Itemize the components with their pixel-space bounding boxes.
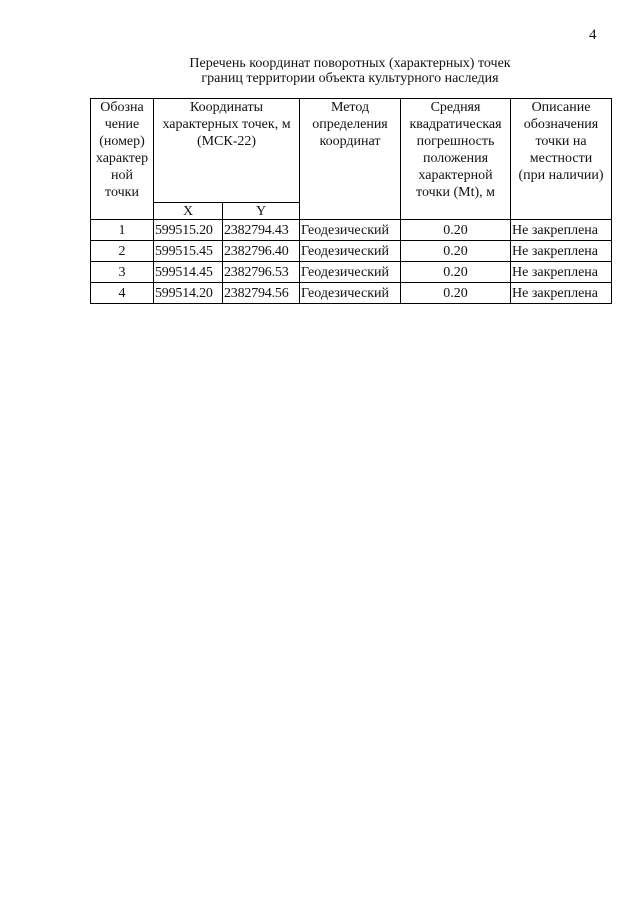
cell-error: 0.20 (401, 220, 511, 241)
header-y: Y (223, 203, 300, 220)
cell-point-number: 2 (91, 241, 154, 262)
cell-point-number: 4 (91, 283, 154, 304)
page-number: 4 (589, 27, 597, 43)
table-row (91, 220, 612, 241)
header-description: Описание обозначения точки на местности (при наличии) (511, 99, 612, 220)
document-title (90, 56, 610, 86)
cell-x: 599515.45 (154, 241, 223, 262)
cell-point-number: 1 (91, 220, 154, 241)
header-coordinates: Координаты характерных точек, м (МСК-22) (154, 99, 300, 203)
cell-y: 2382796.40 (223, 241, 300, 262)
cell-y: 2382794.43 (223, 220, 300, 241)
cell-method: Геодезический (300, 241, 401, 262)
cell-x: 599514.45 (154, 262, 223, 283)
document-title-line-1: Перечень координат поворотных (характерных) точек (189, 56, 511, 71)
cell-method: Геодезический (300, 262, 401, 283)
header-method: Метод определения координат (300, 99, 401, 220)
cell-error: 0.20 (401, 241, 511, 262)
table-row (91, 241, 612, 262)
cell-error: 0.20 (401, 283, 511, 304)
table-row (91, 262, 612, 283)
table-header-row (91, 99, 612, 203)
document-title-line-2: границ территории объекта культурного наследия (201, 71, 499, 86)
cell-description: Не закреплена (511, 220, 612, 241)
cell-x: 599515.20 (154, 220, 223, 241)
cell-point-number: 3 (91, 262, 154, 283)
header-error: Средняя квадратическая погрешность положения характерной точки (Mt), м (401, 99, 511, 220)
cell-description: Не закреплена (511, 241, 612, 262)
header-designation: Обозна чение (номер) характер ной точки (91, 99, 154, 220)
header-x: X (154, 203, 223, 220)
cell-y: 2382794.56 (223, 283, 300, 304)
coordinates-table (90, 98, 612, 304)
cell-method: Геодезический (300, 283, 401, 304)
cell-x: 599514.20 (154, 283, 223, 304)
cell-description: Не закреплена (511, 283, 612, 304)
cell-description: Не закреплена (511, 262, 612, 283)
table-row (91, 283, 612, 304)
cell-error: 0.20 (401, 262, 511, 283)
cell-method: Геодезический (300, 220, 401, 241)
cell-y: 2382796.53 (223, 262, 300, 283)
